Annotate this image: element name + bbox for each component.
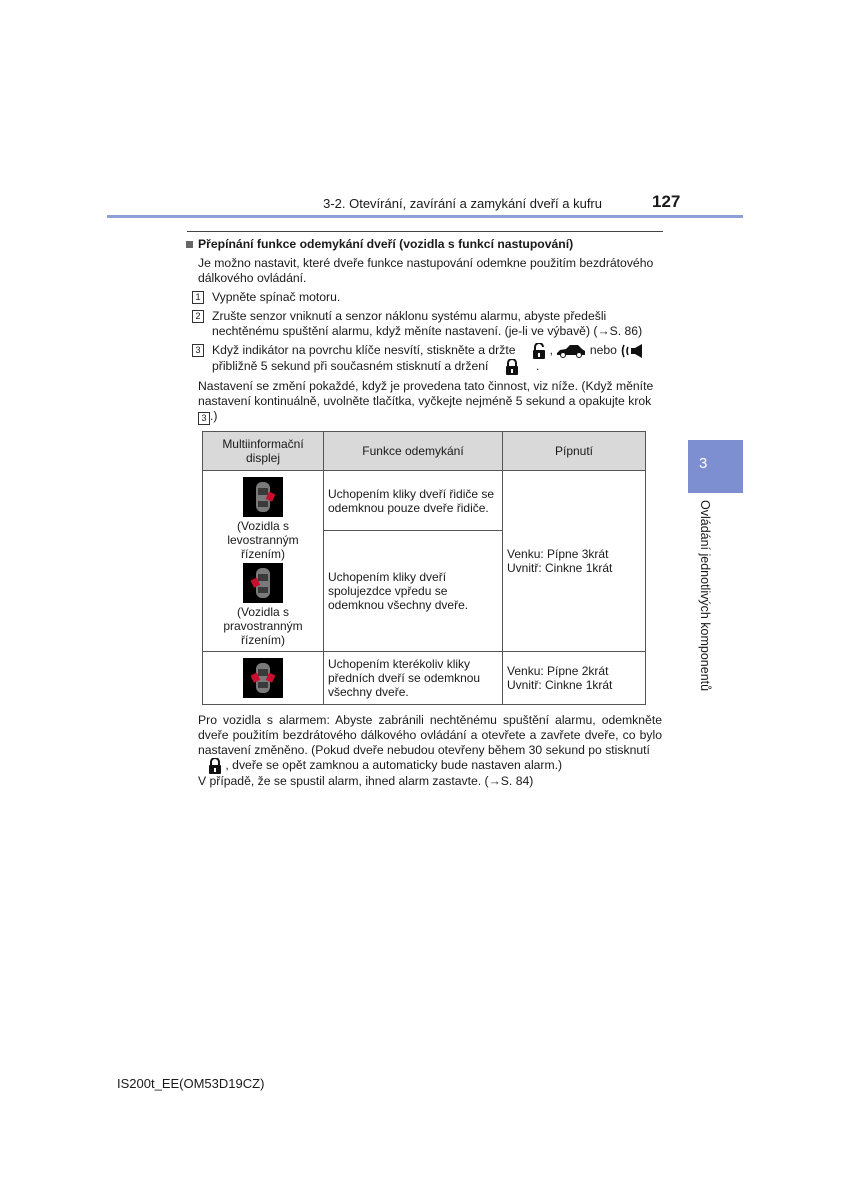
header-section-title: 3-2. Otevírání, zavírání a zamykání dveří a kufru: [323, 196, 602, 211]
step-sep-nebo: nebo: [589, 343, 617, 358]
car-top-view-icon: [243, 477, 283, 517]
table-row: [203, 652, 646, 705]
chapter-number: 3: [699, 455, 708, 472]
step-number: 2: [192, 310, 204, 323]
table-row: [203, 471, 646, 531]
section-rule: [187, 231, 663, 232]
display-cell: [203, 652, 324, 705]
intro-paragraph: Je možno nastavit, které dveře funkce nastupování odemkne použitím bezdrátového dálkového ovládání.: [198, 256, 654, 285]
step-text: Zrušte senzor vniknutí a senzor náklonu systému alarmu, abyste předešli nechtěnému spuštění alarmu, když měníte nastavení. (je-li ve výbavě) (→S. 86): [212, 309, 643, 338]
car-top-view-icon: [243, 563, 283, 603]
section-heading-text: Přepínání funkce odemykání dveří (vozidla s funkcí nastupování): [198, 237, 574, 251]
beep-cell: Venku: Pípne 2krát Uvnitř: Cinkne 1krát: [503, 652, 646, 705]
step-text-a: Když indikátor na povrchu klíče nesvítí, stiskněte a držte: [212, 343, 516, 358]
trunk-car-icon: [556, 344, 586, 358]
chapter-side-title: Ovládání jednotlivých komponentů: [698, 500, 712, 692]
step-text: Vypněte spínač motoru.: [212, 290, 341, 304]
alarm-note-b: , dveře se opět zamknou a automaticky bude nastaven alarm.): [225, 758, 563, 773]
beep-cell: Venku: Pípne 3krát Uvnitř: Cinkne 1krát: [503, 471, 646, 652]
table-header-row: [203, 432, 646, 471]
table-header: Pípnutí: [503, 432, 646, 471]
lock-icon: [208, 758, 222, 774]
step-text: [212, 343, 662, 375]
change-note: [198, 379, 662, 425]
step-ref-number: 3: [198, 412, 210, 425]
panic-icon: [620, 343, 646, 359]
table-header: Funkce odemykání: [324, 432, 503, 471]
chapter-tab: [688, 440, 743, 493]
change-note-b: .): [210, 409, 218, 423]
step-1: [192, 290, 662, 305]
step-3: [192, 343, 662, 375]
step-2: [192, 309, 662, 339]
alarm-stop-note: V případě, že se spustil alarm, ihned alarm zastavte. (→S. 84): [198, 774, 534, 788]
function-cell: Uchopením kterékoliv kliky předních dveří se odemknou všechny dveře.: [324, 652, 503, 705]
square-bullet-icon: [186, 241, 193, 248]
change-note-a: Nastavení se změní pokaždé, když je provedena tato činnost, viz níže. (Když měníte nastavení kontinuálně, uvolněte tlačítka, vyčkejte nejméně 5 sekund a opakujte krok: [198, 379, 654, 408]
display-cell: [203, 471, 324, 652]
alarm-note-a: Pro vozidla s alarmem: Abyste zabránili nechtěnému spuštění alarmu, odemkněte dveře použitím bezdrátového dálkového ovládání a otevřete a zavřete dveře, co bylo nastavení změněno. (Pokud dveře nebudou otevřeny během 30 sekund po stisknutí: [198, 713, 662, 757]
step-number: 3: [192, 344, 204, 357]
car-top-view-icon: [243, 658, 283, 698]
table-header: Multiinformační displej: [203, 432, 324, 471]
unlock-icon: [532, 343, 546, 359]
lock-icon: [505, 359, 519, 375]
header-rule: [107, 215, 743, 218]
main-content: [186, 237, 662, 789]
function-cell: Uchopením kliky dveří řidiče se odemknou pouze dveře řidiče.: [324, 471, 503, 531]
step-number: 1: [192, 291, 204, 304]
unlock-function-table: [202, 431, 646, 705]
section-heading: [186, 237, 662, 252]
page-number: 127: [652, 192, 681, 211]
caption-rhd: (Vozidla s pravostranným řízením): [223, 605, 303, 647]
step-end: .: [535, 359, 540, 374]
step-sep-comma: ,: [549, 343, 554, 358]
footer-code: IS200t_EE(OM53D19CZ): [117, 1076, 265, 1091]
step-text-b: přibližně 5 sekund při současném stisknutí a držení: [212, 359, 489, 374]
alarm-note: [198, 713, 662, 774]
function-cell: Uchopením kliky dveří spolujezdce vpředu se odemknou všechny dveře.: [324, 531, 503, 652]
caption-lhd: (Vozidla s levostranným řízením): [227, 519, 299, 561]
